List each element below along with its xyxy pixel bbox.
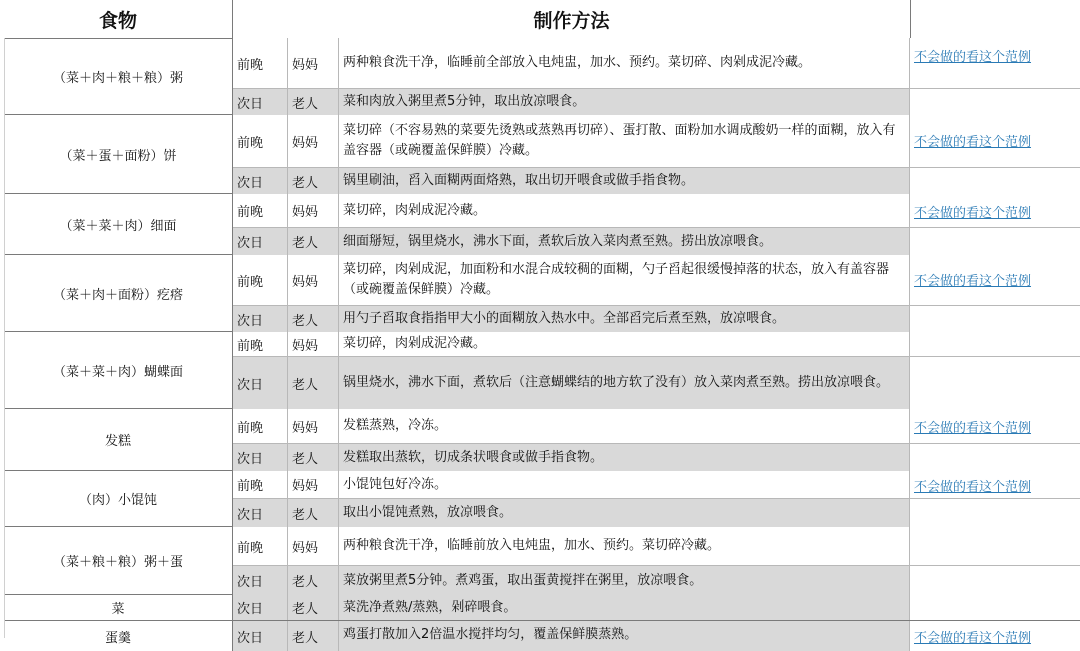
person-label: 老人 xyxy=(288,499,339,527)
day-step xyxy=(233,443,1080,471)
day-step xyxy=(233,88,1080,115)
time-label: 次日 xyxy=(233,306,288,332)
night-step xyxy=(233,115,1080,167)
person-label: 老人 xyxy=(288,595,339,620)
time-label: 前晚 xyxy=(233,194,288,227)
empty-cell xyxy=(910,357,1080,409)
person-label: 老人 xyxy=(288,357,339,409)
empty-cell xyxy=(910,228,1080,255)
food-name: （菜＋菜＋肉）细面 xyxy=(4,194,233,254)
person-label: 老人 xyxy=(288,444,339,471)
day-step xyxy=(233,356,1080,409)
person-label: 妈妈 xyxy=(288,38,339,88)
method-text: 细面掰短，锅里烧水，沸水下面，煮软后放入菜肉煮至熟。捞出放凉喂食。 xyxy=(339,228,910,255)
method-text: 取出小馄饨煮熟，放凉喂食。 xyxy=(339,499,910,527)
person-label: 老人 xyxy=(288,566,339,595)
example-link[interactable]: 不会做的看这个范例 xyxy=(914,50,1032,65)
day-step xyxy=(233,167,1080,194)
empty-cell xyxy=(910,499,1080,527)
method-column-header: 制作方法 xyxy=(233,0,911,38)
recipe-row xyxy=(0,332,1080,409)
example-link-cell xyxy=(910,621,1080,651)
day-step xyxy=(233,305,1080,332)
time-label: 次日 xyxy=(233,595,288,620)
day-step xyxy=(233,565,1080,595)
food-column-header: 食物 xyxy=(4,0,233,38)
time-label: 次日 xyxy=(233,89,288,115)
food-name: （菜＋蛋＋面粉）饼 xyxy=(4,115,233,193)
food-name: （菜＋粮＋粮）粥＋蛋 xyxy=(4,527,233,594)
method-text: 菜切碎（不容易熟的菜要先烫熟或蒸熟再切碎）、蛋打散、面粉加水调成酸奶一样的面糊，放入有盖容器（或碗覆盖保鲜膜）冷藏。 xyxy=(339,115,910,167)
time-label: 前晚 xyxy=(233,38,288,88)
food-name: 发糕 xyxy=(4,409,233,470)
example-link-cell xyxy=(910,255,1080,305)
person-label: 老人 xyxy=(288,621,339,651)
time-label: 前晚 xyxy=(233,409,288,443)
day-step xyxy=(233,227,1080,255)
example-link[interactable]: 不会做的看这个范例 xyxy=(914,206,1032,221)
method-text: 菜洗净煮熟/蒸熟，剁碎喂食。 xyxy=(339,595,910,620)
method-text: 发糕蒸熟，冷冻。 xyxy=(339,409,910,443)
person-label: 老人 xyxy=(288,168,339,194)
time-label: 次日 xyxy=(233,168,288,194)
method-text: 菜和肉放入粥里煮5分钟，取出放凉喂食。 xyxy=(339,89,910,115)
time-label: 次日 xyxy=(233,621,288,651)
method-text: 菜切碎，肉剁成泥，加面粉和水混合成较稠的面糊，勺子舀起很缓慢掉落的状态，放入有盖容器（或碗覆盖保鲜膜）冷藏。 xyxy=(339,255,910,305)
header-row xyxy=(0,0,1080,39)
method-text: 菜切碎，肉剁成泥冷藏。 xyxy=(339,194,910,227)
recipe-row xyxy=(0,38,1080,115)
food-name: 蛋羹 xyxy=(4,621,233,651)
person-label: 妈妈 xyxy=(288,527,339,565)
day-step xyxy=(233,498,1080,527)
method-text: 小馄饨包好冷冻。 xyxy=(339,471,910,498)
time-label: 次日 xyxy=(233,444,288,471)
food-name: （菜＋肉＋面粉）疙瘩 xyxy=(4,255,233,331)
method-text: 鸡蛋打散加入2倍温水搅拌均匀，覆盖保鲜膜蒸熟。 xyxy=(339,621,910,651)
empty-cell xyxy=(910,444,1080,471)
person-label: 妈妈 xyxy=(288,255,339,305)
empty-cell xyxy=(910,332,1080,356)
day-step xyxy=(233,595,1080,620)
example-link-cell xyxy=(910,38,1080,88)
method-text: 菜切碎，肉剁成泥冷藏。 xyxy=(339,332,910,356)
example-link-cell xyxy=(910,194,1080,227)
recipe-row xyxy=(0,115,1080,194)
night-step xyxy=(233,332,1080,356)
method-text: 发糕取出蒸软，切成条状喂食或做手指食物。 xyxy=(339,444,910,471)
food-name: （肉）小馄饨 xyxy=(4,471,233,526)
night-step xyxy=(233,409,1080,443)
time-label: 前晚 xyxy=(233,332,288,356)
night-step xyxy=(233,194,1080,227)
method-text: 用勺子舀取食指指甲大小的面糊放入热水中。全部舀完后煮至熟，放凉喂食。 xyxy=(339,306,910,332)
night-step xyxy=(233,38,1080,88)
time-label: 次日 xyxy=(233,566,288,595)
food-name: （菜＋肉＋粮＋粮）粥 xyxy=(4,38,233,114)
empty-cell xyxy=(910,566,1080,595)
night-step xyxy=(233,255,1080,305)
empty-cell xyxy=(910,168,1080,194)
time-label: 次日 xyxy=(233,499,288,527)
time-label: 前晚 xyxy=(233,115,288,167)
person-label: 老人 xyxy=(288,306,339,332)
example-link-cell xyxy=(910,115,1080,167)
time-label: 次日 xyxy=(233,228,288,255)
person-label: 妈妈 xyxy=(288,115,339,167)
empty-cell xyxy=(910,89,1080,115)
recipe-row xyxy=(0,527,1080,595)
example-link[interactable]: 不会做的看这个范例 xyxy=(914,631,1032,646)
recipe-row xyxy=(0,409,1080,471)
example-link-cell xyxy=(910,471,1080,498)
recipe-row xyxy=(0,471,1080,527)
person-label: 老人 xyxy=(288,89,339,115)
method-text: 两种粮食洗干净，临睡前放入电炖盅，加水、预约。菜切碎冷藏。 xyxy=(339,527,910,565)
recipe-row xyxy=(0,621,1080,651)
person-label: 妈妈 xyxy=(288,471,339,498)
example-link[interactable]: 不会做的看这个范例 xyxy=(914,480,1032,495)
day-step xyxy=(233,621,1080,651)
time-label: 前晚 xyxy=(233,471,288,498)
method-text: 两种粮食洗干净，临睡前全部放入电炖盅，加水、预约。菜切碎、肉剁成泥冷藏。 xyxy=(339,38,910,88)
person-label: 妈妈 xyxy=(288,194,339,227)
row-header-edge xyxy=(0,38,5,638)
empty-cell xyxy=(910,306,1080,332)
time-label: 前晚 xyxy=(233,255,288,305)
food-name: （菜＋菜＋肉）蝴蝶面 xyxy=(4,332,233,408)
example-link[interactable]: 不会做的看这个范例 xyxy=(914,274,1032,289)
recipe-row xyxy=(0,595,1080,621)
person-label: 妈妈 xyxy=(288,409,339,443)
example-link[interactable]: 不会做的看这个范例 xyxy=(914,135,1032,150)
food-name: 菜 xyxy=(4,595,233,620)
example-link-cell xyxy=(910,409,1080,443)
person-label: 老人 xyxy=(288,228,339,255)
recipe-row xyxy=(0,194,1080,255)
empty-cell xyxy=(910,595,1080,620)
method-text: 锅里烧水，沸水下面，煮软后（注意蝴蝶结的地方软了没有）放入菜肉煮至熟。捞出放凉喂食。 xyxy=(339,357,910,409)
recipe-row xyxy=(0,255,1080,332)
time-label: 次日 xyxy=(233,357,288,409)
time-label: 前晚 xyxy=(233,527,288,565)
night-step xyxy=(233,527,1080,565)
example-link[interactable]: 不会做的看这个范例 xyxy=(914,421,1032,436)
night-step xyxy=(233,471,1080,498)
method-text: 锅里刷油，舀入面糊两面烙熟，取出切开喂食或做手指食物。 xyxy=(339,168,910,194)
empty-cell xyxy=(910,527,1080,565)
person-label: 妈妈 xyxy=(288,332,339,356)
method-text: 菜放粥里煮5分钟。煮鸡蛋，取出蛋黄搅拌在粥里，放凉喂食。 xyxy=(339,566,910,595)
